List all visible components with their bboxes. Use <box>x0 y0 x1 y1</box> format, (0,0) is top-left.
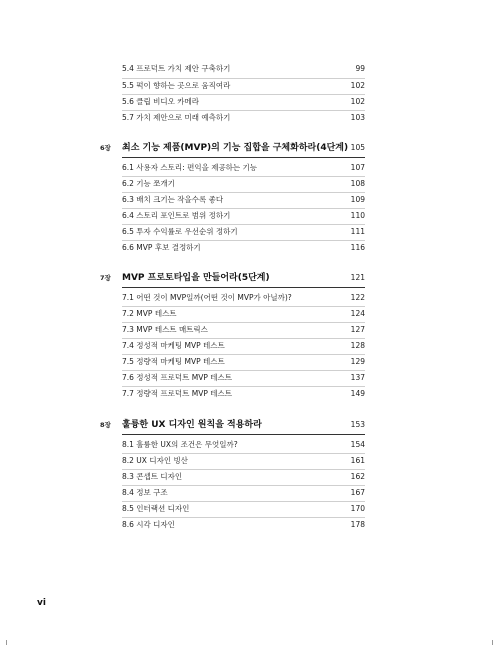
toc-entry-page: 137 <box>350 373 365 382</box>
toc-entry-label: 6.1 사용자 스토리: 편익을 제공하는 기능 <box>122 163 258 172</box>
chapter-page: 153 <box>350 420 365 429</box>
toc-entry-page: 128 <box>350 341 365 350</box>
toc-entry-page: 154 <box>350 440 365 449</box>
chapter-title: 훌륭한 UX 디자인 원칙을 적용하라 <box>122 420 262 430</box>
toc-entry-label: 7.7 정량적 프로덕트 MVP 테스트 <box>122 389 233 398</box>
toc-entry[interactable] <box>122 370 365 386</box>
chapter-number: 7장 <box>100 274 111 282</box>
toc-entry[interactable] <box>122 354 365 370</box>
toc-entry-label: 8.3 콘셉트 디자인 <box>122 472 183 481</box>
toc-entry[interactable] <box>122 224 365 240</box>
toc-entry-label: 7.4 정성적 마케팅 MVP 테스트 <box>122 341 225 350</box>
toc-entry[interactable] <box>122 306 365 322</box>
chapter-rule <box>122 434 365 435</box>
toc-entry[interactable] <box>122 78 365 94</box>
toc-entry[interactable] <box>122 517 365 533</box>
toc-entry-label: 8.1 훌륭한 UX의 조건은 무엇일까? <box>122 440 238 449</box>
toc-entry-label: 5.6 클립 비디오 카메라 <box>122 97 200 106</box>
toc-entry-page: 99 <box>355 64 365 73</box>
toc-entry-page: 162 <box>350 472 365 481</box>
crop-mark <box>492 640 493 645</box>
toc-entry-label: 8.4 정보 구조 <box>122 488 168 497</box>
toc-entry-page: 161 <box>350 456 365 465</box>
toc-entry-label: 6.2 기능 쪼개기 <box>122 179 175 188</box>
toc-entry-page: 149 <box>350 389 365 398</box>
chapter-number: 8장 <box>100 421 111 429</box>
toc-entry[interactable] <box>122 469 365 485</box>
toc-entry-page: 127 <box>350 325 365 334</box>
toc-entry[interactable] <box>122 61 365 77</box>
toc-entry-page: 170 <box>350 504 365 513</box>
chapter-page: 121 <box>350 273 365 282</box>
toc-entry-page: 102 <box>350 81 365 90</box>
toc-entry-label: 7.2 MVP 테스트 <box>122 309 177 318</box>
chapter-heading-8[interactable] <box>100 416 365 434</box>
toc-entry[interactable] <box>122 338 365 354</box>
toc-entry[interactable] <box>122 208 365 224</box>
toc-entry[interactable] <box>122 240 365 256</box>
toc-entry-label: 5.7 가치 제안으로 미래 예측하기 <box>122 113 231 122</box>
toc-entry-label: 7.5 정량적 마케팅 MVP 테스트 <box>122 357 225 366</box>
toc-entry-page: 107 <box>350 163 365 172</box>
toc-entry-label: 7.3 MVP 테스트 매트릭스 <box>122 325 208 334</box>
toc-entry-label: 7.1 어떤 것이 MVP일까(어떤 것이 MVP가 아닐까)? <box>122 293 292 302</box>
chapter-title: MVP 프로토타입을 만들어라(5단계) <box>122 273 270 283</box>
toc-entry[interactable] <box>122 437 365 453</box>
chapter-heading-7[interactable] <box>100 269 365 287</box>
toc-entry[interactable] <box>122 290 365 306</box>
toc-entry-page: 167 <box>350 488 365 497</box>
chapter-number: 6장 <box>100 144 111 152</box>
toc-entry[interactable] <box>122 453 365 469</box>
toc-entry-label: 6.4 스토리 포인트로 범위 정하기 <box>122 211 231 220</box>
toc-entry-label: 6.3 배치 크기는 작을수록 좋다 <box>122 195 224 204</box>
toc-entry-label: 7.6 정성적 프로덕트 MVP 테스트 <box>122 373 233 382</box>
toc-entry[interactable] <box>122 160 365 176</box>
toc-entry-page: 111 <box>350 227 365 236</box>
toc-entry[interactable] <box>122 386 365 402</box>
toc-entry-page: 103 <box>350 113 365 122</box>
toc-entry[interactable] <box>122 501 365 517</box>
toc-entry[interactable] <box>122 192 365 208</box>
toc-entry[interactable] <box>122 176 365 192</box>
chapter-title: 최소 기능 제품(MVP)의 기능 집합을 구체화하라(4단계) <box>122 143 349 153</box>
toc-entry-page: 110 <box>350 211 365 220</box>
toc-entry-label: 8.5 인터랙션 디자인 <box>122 504 190 513</box>
toc-entry-page: 108 <box>350 179 365 188</box>
toc-entry-page: 102 <box>350 97 365 106</box>
toc-entry-label: 5.4 프로덕트 가치 제안 구축하기 <box>122 64 231 73</box>
chapter-page: 105 <box>350 143 365 152</box>
toc-entry[interactable] <box>122 485 365 501</box>
toc-entry-label: 8.2 UX 디자인 빙산 <box>122 456 188 465</box>
toc-entry-page: 116 <box>350 243 365 252</box>
chapter-rule <box>122 287 365 288</box>
chapter-heading-6[interactable] <box>100 139 365 157</box>
toc-entry-label: 8.6 시각 디자인 <box>122 520 175 529</box>
toc-entry[interactable] <box>122 322 365 338</box>
toc-entry-page: 109 <box>350 195 365 204</box>
toc-entry-page: 122 <box>350 293 365 302</box>
toc-entry-page: 178 <box>350 520 365 529</box>
toc-entry[interactable] <box>122 110 365 126</box>
chapter-rule <box>122 157 365 158</box>
toc-entry[interactable] <box>122 94 365 110</box>
page-number: vi <box>37 598 46 608</box>
toc-entry-label: 5.5 퍽이 향하는 곳으로 움직여라 <box>122 81 231 90</box>
crop-mark <box>6 640 7 645</box>
toc-entry-page: 129 <box>350 357 365 366</box>
toc-entry-label: 6.6 MVP 후보 결정하기 <box>122 243 201 252</box>
toc-entry-page: 124 <box>350 309 365 318</box>
toc-entry-label: 6.5 투자 수익률로 우선순위 정하기 <box>122 227 238 236</box>
